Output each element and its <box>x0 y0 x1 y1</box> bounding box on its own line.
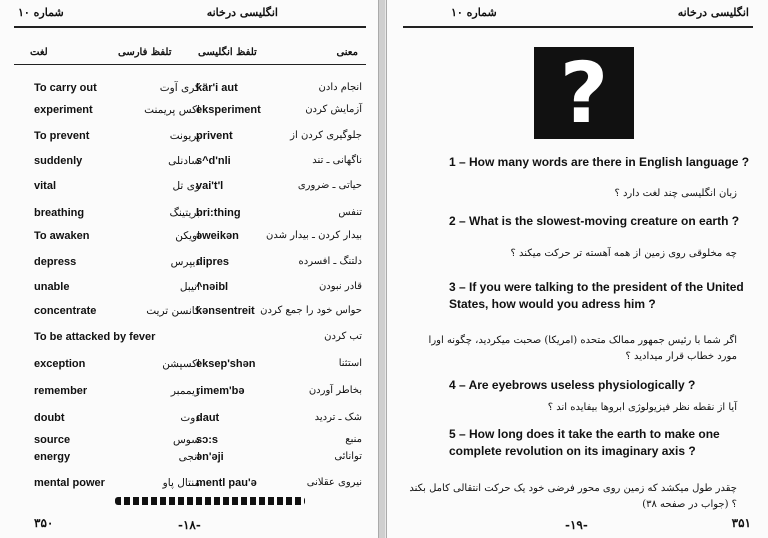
vocab-meaning: استثنا <box>338 358 362 369</box>
vocab-row <box>0 331 378 349</box>
vocab-word: mental power <box>34 477 105 489</box>
vocab-row <box>0 104 378 122</box>
right-page <box>386 0 768 538</box>
question-4: 4 – Are eyebrows useless physiologically ? <box>449 378 696 392</box>
vocab-english-pron: ^nəibl <box>196 281 229 293</box>
vocab-meaning: حیاتی ـ ضروری <box>297 180 362 191</box>
header-rule <box>403 26 753 28</box>
vocab-english-pron: mentl pau'ə <box>196 477 257 489</box>
vocab-word: vital <box>34 180 57 192</box>
vocab-farsi-pron: دیپرس <box>170 256 200 268</box>
vocab-row <box>0 207 378 225</box>
vocab-farsi-pron: سادنلی <box>168 155 200 167</box>
question-2: 2 – What is the slowest-moving creature on earth ? <box>449 214 740 228</box>
vocab-meaning: توانائی <box>334 451 362 462</box>
vocab-row <box>0 305 378 323</box>
vocab-row <box>0 451 378 469</box>
vocab-meaning: بخاطر آوردن <box>308 385 362 396</box>
vocab-english-pron: bri:thing <box>196 207 241 219</box>
vocab-row <box>0 477 378 495</box>
vocab-word: concentrate <box>34 305 97 317</box>
vocab-english-pron: s^d'nli <box>196 155 231 167</box>
col-head-meaning: معنی <box>336 47 358 58</box>
vocab-row <box>0 180 378 198</box>
page-number-center-left: -۱۸- <box>178 518 201 532</box>
vocab-farsi-pron: انیبل <box>179 281 200 293</box>
page-number-center-right: -۱۹- <box>565 518 588 532</box>
vocab-row <box>0 434 378 452</box>
vocab-row <box>0 358 378 376</box>
vocab-english-pron: dipres <box>196 256 230 268</box>
vocab-farsi-pron: دوت <box>180 412 200 424</box>
answer-5: چقدر طول میکشد که زمین روی محور فرضی خود یک حرکت انتقالی کامل بکند ؟ (جواب در صفحه ۳۸) <box>409 483 737 510</box>
vocab-farsi-pron: سوس <box>172 434 200 446</box>
vocab-meaning: تنفس <box>338 207 362 218</box>
vocab-meaning: بیدار کردن ـ بیدار شدن <box>265 230 362 241</box>
vocab-meaning: شک ـ تردید <box>314 412 362 423</box>
vocab-farsi-pron: انجی <box>178 451 200 463</box>
vocab-english-pron: sɔ:s <box>196 434 219 446</box>
vocab-meaning: قادر نبودن <box>318 281 362 292</box>
vocab-row <box>0 155 378 173</box>
vocab-word: exception <box>34 358 86 370</box>
vocab-farsi-pron: منتال پاو <box>162 477 200 489</box>
vocab-row <box>0 82 378 100</box>
vocab-farsi-pron: پریونت <box>169 130 200 142</box>
vocab-english-pron: vai't'l <box>196 180 224 192</box>
question-mark-icon: ? <box>534 47 634 139</box>
col-head-english-pron: تلفظ انگلیسی <box>198 47 257 58</box>
vocab-farsi-pron: ریممبر <box>170 385 200 397</box>
right-header-issue: شماره ۱۰ <box>451 6 497 19</box>
vocab-english-pron: eksep'shən <box>196 358 256 370</box>
right-header-title: انگلیسی درخانه <box>677 6 749 19</box>
header-rule <box>14 26 366 28</box>
vocab-word: To prevent <box>34 130 90 142</box>
vocab-meaning: نیروی عقلانی <box>306 477 362 488</box>
answer-1: زبان انگلیسی چند لغت دارد ؟ <box>614 188 737 199</box>
vocab-english-pron: eksperiment <box>196 104 261 116</box>
vocab-meaning: انجام دادن <box>318 82 362 93</box>
question-5: 5 – How long does it take the earth to make one complete revolution on its imaginary axis ? <box>449 427 720 458</box>
answer-3: اگر شما با رئیس جمهور ممالک متحده (امریکا) صحبت میکردید، چگونه اورا مورد خطاب قرار میدادید ؟ <box>428 335 737 362</box>
vocab-english-pron: kənsentreit <box>196 305 255 317</box>
vocab-word: breathing <box>34 207 85 219</box>
vocab-meaning: آزمایش کردن <box>305 104 362 115</box>
question-1: 1 – How many words are there in English language ? <box>449 155 750 169</box>
vocab-english-pron: daut <box>196 412 220 424</box>
question-3: 3 – If you were talking to the president of the United States, how would you adress him ? <box>449 280 744 311</box>
left-header-issue: شماره ۱۰ <box>18 6 64 19</box>
vocab-word: To be attacked by fever <box>34 331 156 343</box>
vocab-word: To carry out <box>34 82 97 94</box>
vocab-meaning: جلوگیری کردن از <box>290 130 362 141</box>
vocab-word: remember <box>34 385 88 397</box>
vocab-word: experiment <box>34 104 93 116</box>
vocab-row <box>0 385 378 403</box>
col-head-farsi-pron: تلفظ فارسی <box>118 47 172 58</box>
vocab-english-pron: rimem'bə <box>196 385 245 397</box>
vocab-word: energy <box>34 451 71 463</box>
vocab-english-pron: kär'i aut <box>196 82 238 94</box>
vocab-row <box>0 130 378 148</box>
colhead-rule <box>14 64 366 65</box>
vocab-farsi-pron: بریتینگ <box>169 207 200 219</box>
vocab-word: To awaken <box>34 230 90 242</box>
vocab-word: suddenly <box>34 155 83 167</box>
left-page <box>0 0 379 538</box>
vocab-meaning: تب کردن <box>324 331 362 342</box>
page-number-right: ۳۵۱ <box>731 516 751 530</box>
vocab-word: source <box>34 434 71 446</box>
vocab-english-pron: ən'əji <box>196 451 224 463</box>
vocab-row <box>0 281 378 299</box>
vocab-meaning: منبع <box>345 434 362 445</box>
vocab-farsi-pron: کانسن تریت <box>146 305 200 317</box>
book-gutter <box>379 0 385 538</box>
vocab-row <box>0 412 378 430</box>
vocab-word: depress <box>34 256 77 268</box>
vocab-english-pron: privent <box>196 130 233 142</box>
decorative-divider <box>115 497 305 505</box>
vocab-farsi-pron: اویکن <box>175 230 200 242</box>
vocab-row <box>0 256 378 274</box>
vocab-row <box>0 230 378 248</box>
page-number-left: ۳۵۰ <box>34 516 54 530</box>
vocab-farsi-pron: کری آوت <box>159 82 200 94</box>
vocab-meaning: دلتنگ ـ افسرده <box>298 256 362 267</box>
vocab-farsi-pron: اکسپشن <box>162 358 200 370</box>
vocab-meaning: حواس خود را جمع کردن <box>260 305 362 316</box>
answer-4: آیا از نقطه نظر فیزیولوژی ابروها بیفایده اند ؟ <box>547 402 737 413</box>
vocab-word: doubt <box>34 412 65 424</box>
answer-2: چه مخلوقی روی زمین از همه آهسته تر حرکت میکند ؟ <box>510 248 737 259</box>
vocab-english-pron: əweikən <box>196 230 239 242</box>
left-header-title: انگلیسی درخانه <box>206 6 278 19</box>
vocab-farsi-pron: اکس پریمنت <box>144 104 200 116</box>
col-head-word: لغت <box>30 47 48 58</box>
vocab-word: unable <box>34 281 70 293</box>
vocab-farsi-pron: وی تل <box>172 180 200 192</box>
vocab-meaning: ناگهانی ـ تند <box>312 155 362 166</box>
